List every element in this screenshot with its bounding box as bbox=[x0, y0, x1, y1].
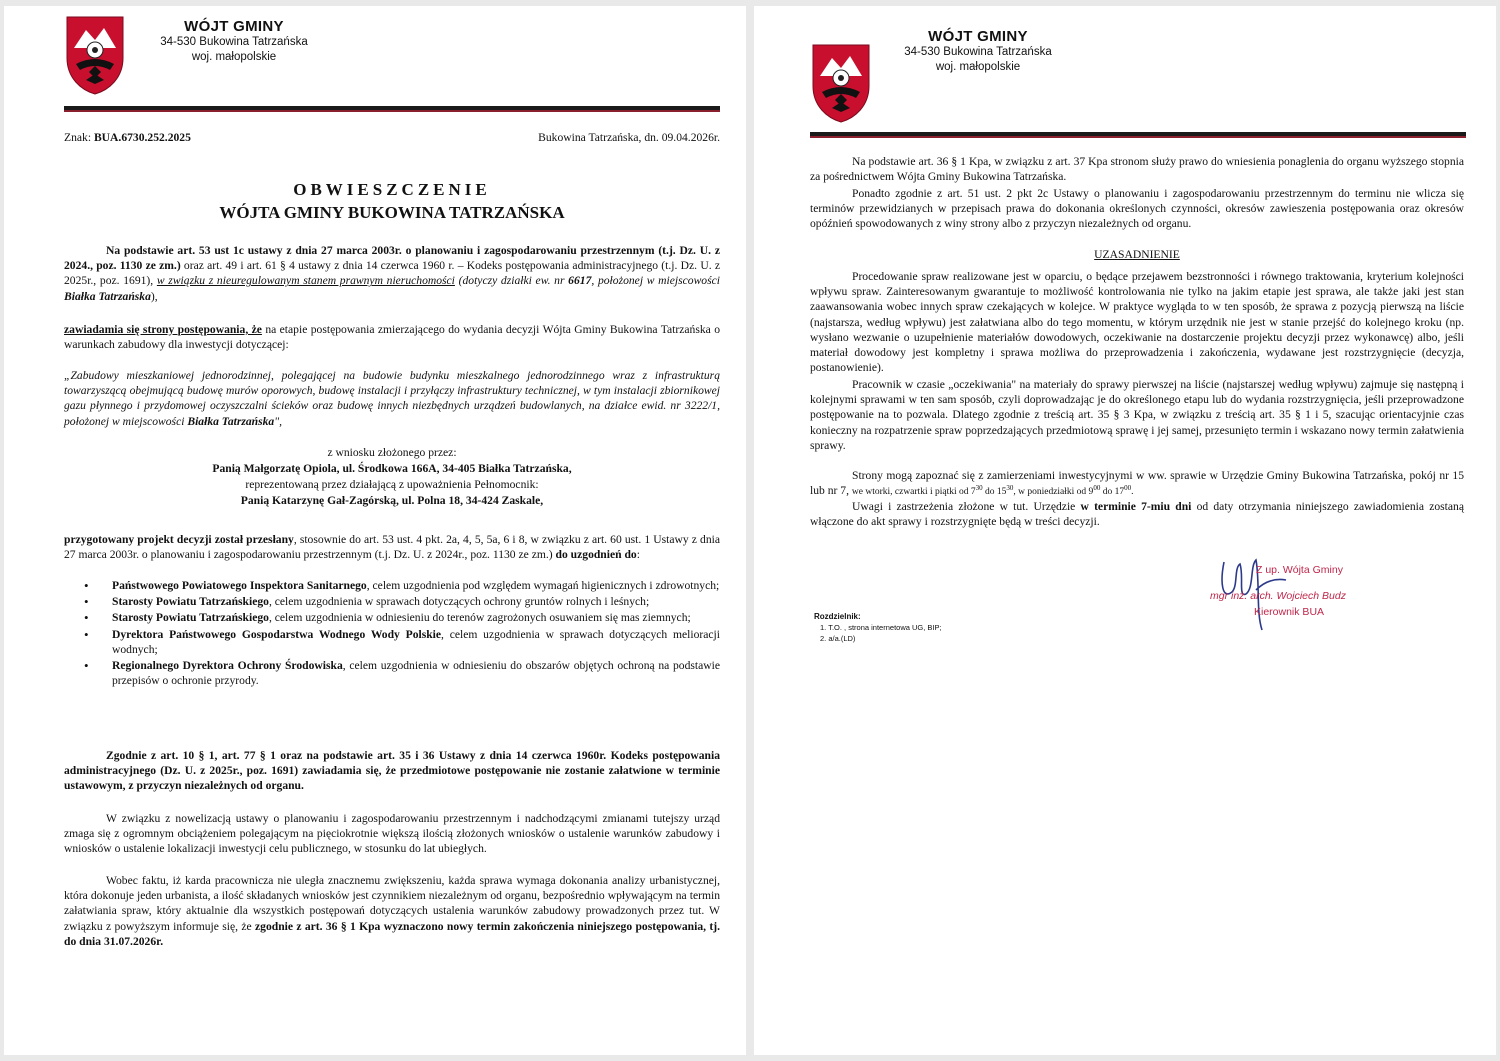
list-item: • Regionalnego Dyrektora Ochrony Środowiska, celem uzgodnienia w odniesieniu do obszarów objętych ochroną na podstawie przepisów o ochronie przyrody. bbox=[64, 658, 720, 688]
document-page-1 bbox=[4, 6, 746, 1055]
header-address: 34-530 Bukowina Tatrzańska bbox=[160, 36, 308, 48]
signature-line-3: Kierownik BUA bbox=[1254, 606, 1325, 618]
header-divider bbox=[810, 132, 1466, 138]
new-deadline-paragraph: Wobec faktu, iż karda pracownicza nie uległa znacznemu zwiększeniu, każda sprawa wymaga dokonania analizy urbanistycznej, która dokonuje jeden urbanista, a ilość składanych wniosków jest czynnikiem niezależnym od organu, bezpośrednio wpływającym na termin załatwiania spraw, który aktualnie dla wszystkich postępowań dotyczących ustalenia warunków zabudowy prowadzonych przez tut. W związku z powyższym informuje się, że zgodnie z art. 36 § 1 Kpa wyznaczono nowy termin zakończenia niniejszego postępowania, tj. do dnia 31.07.2026r. bbox=[64, 874, 720, 948]
coat-of-arms-icon bbox=[810, 42, 872, 124]
workload-paragraph: W związku z nowelizacją ustawy o planowaniu i zagospodarowaniu przestrzennym i nadchodzącymi zmianami tutejszy urząd zmaga się z ogromnym obciążeniem polegającym na pięciokrotnie większą ilością złożonych wniosków o ustalenie warunków zabudowy i wniosków o ustalenie lokalizacji inwestycji celu publicznego, w stosunku do lat ubiegłych. bbox=[64, 812, 720, 856]
list-item: • Dyrektora Państwowego Gospodarstwa Wodnego Wody Polskie, celem uzgodnienia w sprawach dotyczących melioracji wodnych; bbox=[64, 627, 720, 657]
reference-number bbox=[64, 130, 364, 145]
request-line: z wniosku złożonego przez: bbox=[327, 446, 457, 459]
signature-line-2: mgr inż. arch. Wojciech Budz bbox=[1210, 590, 1346, 602]
deadline-exclusion-paragraph: Ponadto zgodnie z art. 51 ust. 2 pkt 2c Ustawy o planowaniu i zagospodarowaniu przestrzennym do terminu nie wlicza się terminów przewidzianych w przepisach prawa do dokonania określonych czynności, okresów zawieszenia postępowania oraz okresów opóźnień spowodowanych z winy strony albo z przyczyn niezależnych od organu. bbox=[810, 187, 1464, 231]
distribution-item-1: 1. T.O. , strona internetowa UG, BIP; bbox=[820, 623, 942, 632]
justification-heading: UZASADNIENIE bbox=[1094, 248, 1180, 261]
header-title: WÓJT GMINY bbox=[928, 28, 1028, 45]
header-province: woj. małopolskie bbox=[191, 51, 277, 63]
distribution-item-2: 2. a/a.(LD) bbox=[820, 634, 856, 643]
place-date: Bukowina Tatrzańska, dn. 09.04.2026r. bbox=[538, 131, 720, 144]
deadline-notice: Zgodnie z art. 10 § 1, art. 77 § 1 oraz na podstawie art. 35 i 36 Ustawy z dnia 14 czerwca 1960r. Kodeks postępowania administracyjnego (Dz. U. z 2025r., poz. 1691) zawiadamia się, że przedmiotowe postępowanie nie zostanie załatwione w terminie ustawowym, z przyczyn niezależnych od organu. bbox=[64, 749, 720, 793]
list-item: • Starosty Powiatu Tatrzańskiego, celem uzgodnienia w odniesieniu do terenów zagrożonych osuwaniem się mas ziemnych; bbox=[64, 610, 720, 625]
signature-line-1: Z up. Wójta Gminy bbox=[1256, 564, 1343, 576]
draft-decision-paragraph: przygotowany projekt decyzji został przesłany, stosownie do art. 53 ust. 4 pkt. 2a, 4, 5, 5a, 6 i 8, w związku z art. 60 ust. 1 Ustawy z dnia 27 marca 2003r. o planowaniu i zagospodarowaniu przestrzennym (t.j. Dz. U. z 2024r., poz. 1130 ze zm.) do uzgodnień do: bbox=[64, 533, 720, 562]
document-page-2 bbox=[754, 6, 1496, 1055]
header-title: WÓJT GMINY bbox=[184, 18, 284, 35]
distribution-heading: Rozdzielnik: bbox=[814, 612, 861, 621]
header-address: 34-530 Bukowina Tatrzańska bbox=[904, 46, 1052, 58]
notice-subtitle: WÓJTA GMINY BUKOWINA TATRZAŃSKA bbox=[219, 203, 565, 222]
justification-paragraph: Procedowanie spraw realizowane jest w oparciu, o będące przejawem bezstronności i równego traktowania, kryterium kolejności wpływu spraw. Zainteresowanym gwarantuje to możliwość kontrolowania nie tylko na jakim etapie jest sprawa, ale także jaki jest stan zaawansowania wobec innych spraw czekających w kolejce. W praktyce wygląda to w ten sposób, że sprawa z pozycją pierwszą na liście (najstarsza, według wpływu) jest załatwiana albo do tego momentu, w którym urzędnik nie jest w stanie przejść do kolejnego kroku (np. wysłano wezwanie o uzupełnienie materiałów dowodowych, oczekiwanie na dostarczenie projektu decyzji przez wykonawcę) albo, jeśli materiał dowodowy jest kompletny i sprawa możliwa do przeprowadzenia i zakończenia, wydawane jest rozstrzygnięcie (decyzja, postanowienie). bbox=[810, 270, 1464, 375]
notification-paragraph: zawiadamia się strony postępowania, że na etapie postępowania zmierzającego do wydania decyzji Wójta Gminy Bukowina Tatrzańska o warunkach zabudowy dla inwestycji dotyczącej: bbox=[64, 323, 720, 352]
office-header bbox=[888, 28, 1068, 75]
applicant: Panią Małgorzatę Opiola, ul. Środkowa 166A, 34-405 Białka Tatrzańska, bbox=[212, 462, 572, 475]
investment-description: „Zabudowy mieszkaniowej jednorodzinnej, polegającej na budowie budynku mieszkalnego jednorodzinnego wraz z infrastrukturą towarzyszącą obejmującą budowę murów oporowych, budowę instalacji i przyłączy infrastruktury technicznej, w tym instalacji zbiornikowej gazu płynnego i przydomowej oczyszczalni ścieków oraz budowę innych niezbędnych urządzeń budowlanych, na działce ewid. nr 3222/1, położonej w miejscowości Białka Tatrzańska", bbox=[64, 369, 720, 428]
proxy: Panią Katarzynę Gał-Zagórską, ul. Polna 18, 34-424 Zaskale, bbox=[240, 494, 544, 507]
represented-line: reprezentowaną przez działającą z upoważnienia Pełnomocnik: bbox=[245, 478, 539, 491]
remarks-paragraph: Uwagi i zastrzeżenia złożone w tut. Urzędzie w terminie 7-miu dni od daty otrzymania niniejszego zawiadomienia zostaną włączone do akt sprawy i rozstrzygnięte będą w treści decyzji. bbox=[810, 500, 1464, 529]
ref-label: Znak: bbox=[64, 131, 92, 144]
header-divider bbox=[64, 106, 720, 112]
office-hours-paragraph: Strony mogą zapoznać się z zamierzeniami inwestycyjnymi w ww. sprawie w Urzędzie Gminy Bukowina Tatrzańska, pokój nr 15 lub nr 7, we wtorki, czwartki i piątki od $7^{30}$ do $15^{30}$, w poniedziałki od $9^{00}$ do $17^{00}$. bbox=[810, 469, 1464, 498]
list-item: • Państwowego Powiatowego Inspektora Sanitarnego, celem uzgodnienia pod względem wymagań higienicznych i zdrowotnych; bbox=[64, 578, 720, 593]
header-province: woj. małopolskie bbox=[935, 61, 1021, 73]
appeal-paragraph: Na podstawie art. 36 § 1 Kpa, w związku z art. 37 Kpa stronom służy prawo do wniesienia ponaglenia do organu wyższego stopnia za pośrednictwem Wójta Gminy Bukowina Tatrzańska. bbox=[810, 155, 1464, 184]
waiting-paragraph: Pracownik w czasie „oczekiwania" na materiały do sprawy pierwszej na liście (najstarszej według wpływu) zajmuje się następną i kolejnymi sprawami w ten sam sposób, czyli doprowadzając je do określonego etapu lub do wydania rozstrzygnięcia, jeśli przeprowadzone postępowanie na to pozwala. Dlatego zgodnie z treścią art. 35 § 3 Kpa, w związku z treścią art. 35 § 1 i 5, szacując orientacyjnie czas konieczny na rozpatrzenie spraw poprzedzających przedmiotową sprawę i jej samej, przesunięto termin i wskazano nowy termin załatwienia sprawy. bbox=[810, 378, 1464, 452]
list-item: • Starosty Powiatu Tatrzańskiego, celem uzgodnienia w sprawach dotyczących ochrony gruntów rolnych i leśnych; bbox=[64, 594, 720, 609]
coat-of-arms-icon bbox=[64, 14, 126, 96]
notice-title: OBWIESZCZENIE bbox=[293, 180, 491, 199]
legal-basis-paragraph: Na podstawie art. 53 ust 1c ustawy z dnia 27 marca 2003r. o planowaniu i zagospodarowaniu przestrzennym (t.j. Dz. U. z 2024., poz. 1130 ze zm.) oraz art. 49 i art. 61 § 4 ustawy z dnia 14 czerwca 1960 r. – Kodeks postępowania administracyjnego (t.j. Dz. U. z 2025r., poz. 1691), w związku z nieuregulowanym stanem prawnym nieruchomości (dotyczy działki ew. nr 6617, położonej w miejscowości Białka Tatrzańska), bbox=[64, 244, 720, 303]
office-header bbox=[144, 18, 324, 65]
agreement-list bbox=[64, 578, 720, 689]
ref-number: BUA.6730.252.2025 bbox=[93, 131, 191, 144]
